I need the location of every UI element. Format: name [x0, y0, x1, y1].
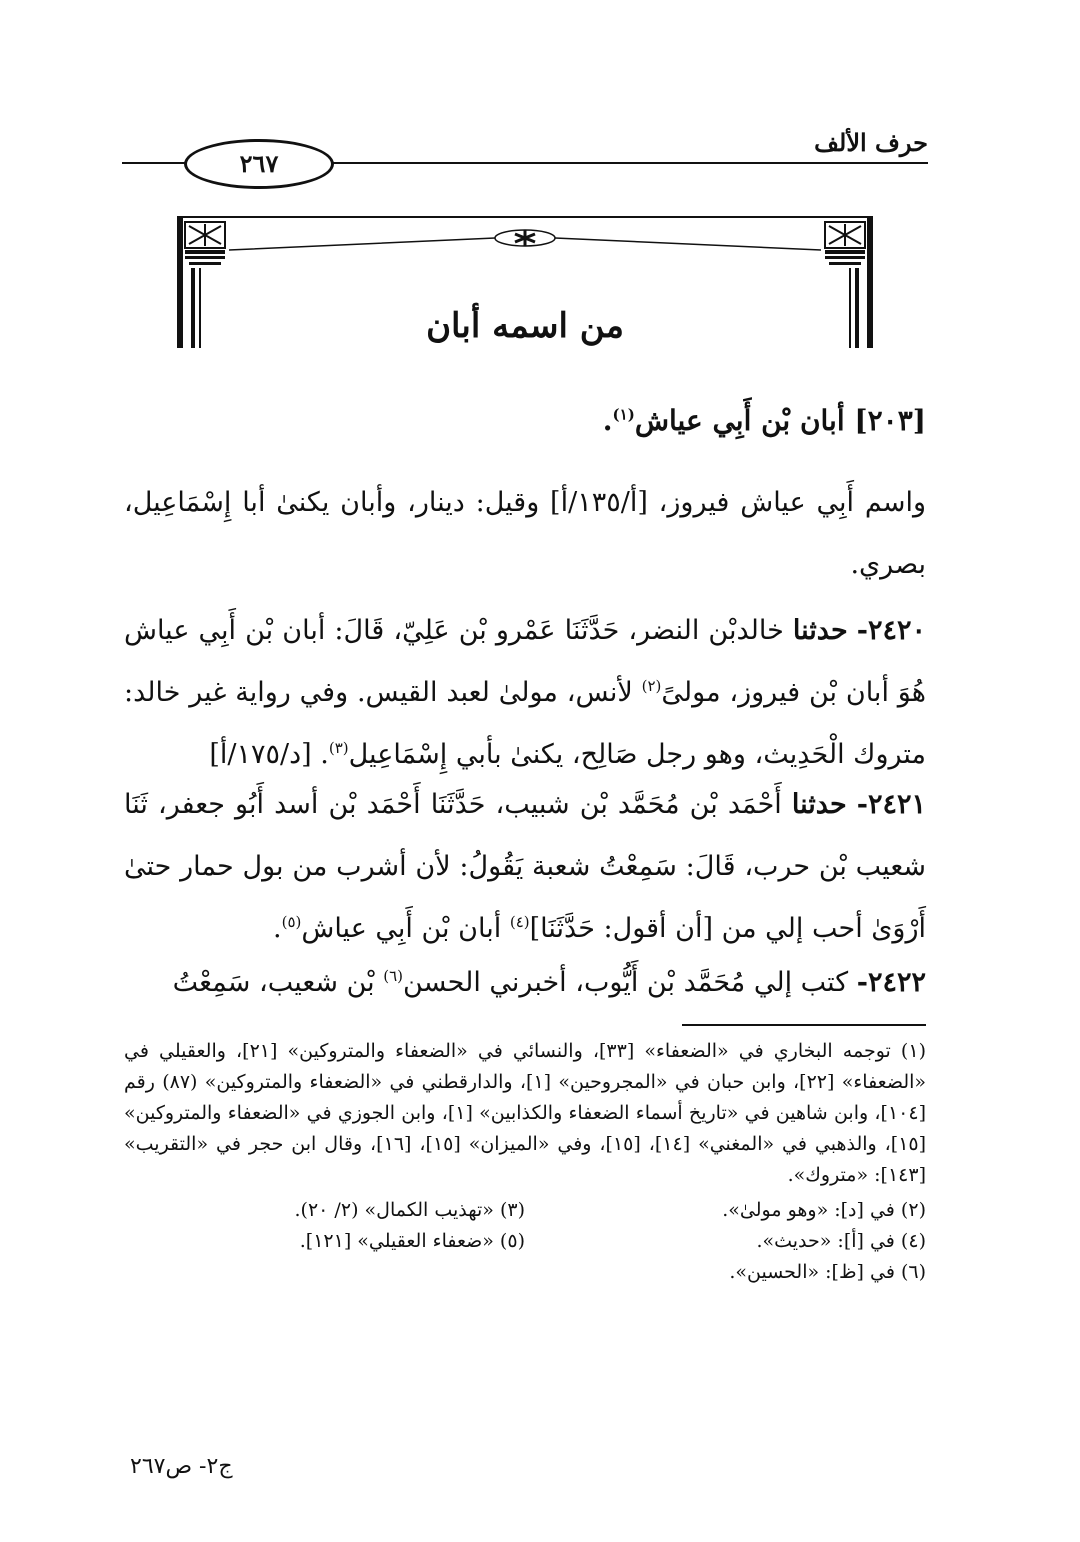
footnote-4: (٤) في [أ]: «حديث». — [756, 1230, 926, 1252]
hadith-2421-text-a: أَحْمَد بْن مُحَمَّد بْن شبيب، حَدَّثَنَا أَحْمَد بْن أسد أَبُو جعفر، ثَنَا شعيب بْن حرب، قَالَ: سَمِعْتُ شعبة يَقُولُ: لأن أشرب من بول حمار حتىٰ أَرْوَىٰ أحب إلي من [أن أقول: حَدَّثَنَا] — [124, 789, 926, 944]
footnote-row-1 — [124, 1195, 926, 1226]
page-number: ٢٦٧ — [239, 149, 279, 178]
hadith-2420-lead: حدثنا — [792, 615, 848, 646]
chapter-frame — [177, 214, 873, 348]
hadith-2420-text-c: . [د/١٧٥/أ] — [209, 739, 329, 770]
hadith-2422-text-b: بْن شعيب، سَمِعْتُ — [172, 967, 375, 998]
volume-page-reference: ج٢- ص٢٦٧ — [130, 1454, 233, 1479]
footnote-ref-6: (٦) — [383, 967, 404, 985]
hadith-2421-text-b: أبان بْن أَبِي عياش — [301, 913, 502, 944]
hadith-2420 — [124, 600, 926, 786]
hadith-2420-text-a: خالدبْن النضر، حَدَّثَنَا عَمْرو بْن عَلِيّ، قَالَ: أبان بْن أَبِي عياش هُوَ أبان بْن فيروز، مولىً — [124, 615, 926, 708]
entry-heading-text: [٢٠٣] أبان بْن أَبِي عياش — [634, 404, 926, 437]
footnote-ref-3: (٣) — [328, 739, 349, 757]
page-number-oval — [184, 139, 334, 189]
hadith-2421-lead: حدثنا — [791, 789, 847, 820]
footnote-ref-4: (٤) — [509, 913, 530, 931]
hadith-2421-number: ٢٤٢١- — [856, 789, 926, 820]
footnote-row-3 — [124, 1257, 926, 1288]
running-header — [122, 122, 928, 182]
entry-heading-end: . — [602, 404, 613, 437]
footnote-3: (٣) «تهذيب الكمال» (٢/ ٢٠). — [294, 1199, 525, 1221]
hadith-2422-text-a: كتب إلي مُحَمَّد بْن أَيُّوب، أخبرني الحسن — [403, 967, 849, 998]
running-title: حرف الألف — [814, 128, 928, 157]
hadith-2421 — [124, 774, 926, 960]
footnotes — [124, 1036, 926, 1288]
chapter-title: من اسمه أبان — [426, 306, 624, 346]
footnote-ref-5: (٥) — [281, 913, 302, 931]
hadith-2422 — [124, 952, 926, 1014]
footnote-rule — [682, 1024, 926, 1026]
footnote-ref-2: (٢) — [641, 677, 662, 695]
footnote-1: (١) توجمه البخاري في «الضعفاء» [٣٣]، والنسائي في «الضعفاء والمتروكين» [٢١]، والعقيلي في «الضعفاء» [٢٢]، وابن حبان في «المجروحين» [١]، والدارقطني في «الضعفاء والمتروكين» (٨٧) رقم [١٠٤]، وابن شاهين في «تاريخ أسماء الضعفاء والكذابين» [١]، وابن الجوزي في «الضعفاء والمتروكين» [١٥]، والذهبي في «المغني» [١٤]، [١٥]، وفي «الميزان» [١٥]، [١٦]، وقال ابن حجر في «التقريب» [١٤٣]: «متروك». — [124, 1040, 927, 1186]
intro-text: واسم أَبِي عياش فيروز، [أ/١٣٥/أ] وقيل: دينار، وأبان يكنىٰ أبا إِسْمَاعِيل، بصري. — [124, 487, 926, 580]
footnote-row-2 — [124, 1226, 926, 1257]
hadith-2420-number: ٢٤٢٠- — [856, 615, 926, 646]
footnote-5: (٥) «ضعفاء العقيلي» [١٢١]. — [299, 1230, 525, 1252]
entry-heading — [603, 404, 926, 437]
footnote-ref-1: (١) — [612, 405, 635, 424]
hadith-2421-text-c: . — [273, 913, 282, 944]
hadith-2420-text-b: لأنس، مولىٰ لعبد القيس. وفي رواية غير خالد: متروك الْحَدِيث، وهو رجل صَالِح، يكنىٰ بأبي إِسْمَاعِيل — [124, 677, 926, 770]
intro-paragraph — [124, 472, 926, 596]
footnote-6: (٦) في [ظ]: «الحسين». — [729, 1261, 926, 1283]
footnote-2: (٢) في [د]: «وهو مولىٰ». — [722, 1199, 926, 1221]
hadith-2422-number: ٢٤٢٢- — [856, 967, 926, 998]
